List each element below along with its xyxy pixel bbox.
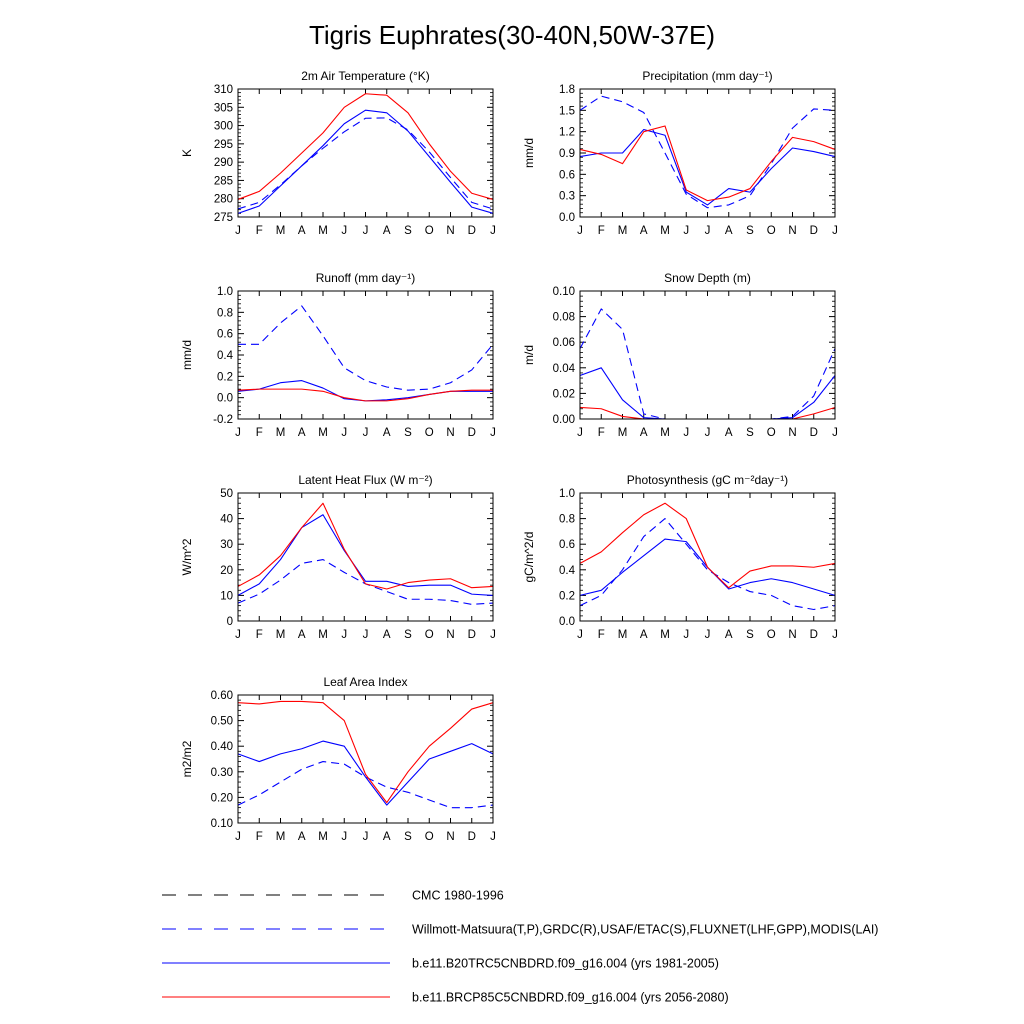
series-line-model1: [580, 130, 835, 205]
x-tick-label: A: [724, 225, 733, 237]
y-tick-label: 275: [213, 212, 233, 224]
panel-3: [522, 271, 838, 439]
y-tick-label: 0.2: [217, 371, 233, 384]
y-tick-label: -0.2: [213, 414, 233, 426]
x-tick-label: M: [660, 427, 670, 439]
y-tick-label: 1.0: [217, 286, 233, 298]
y-tick-label: 0.0: [559, 616, 575, 628]
x-tick-label: J: [341, 225, 348, 237]
y-axis-label: gC/m^2/d: [522, 531, 536, 583]
y-tick-label: 0.20: [210, 792, 233, 805]
y-tick-label: 0.40: [210, 741, 233, 754]
panel-title: Latent Heat Flux (W m⁻²): [298, 473, 433, 487]
y-tick-label: 1.5: [559, 105, 575, 118]
series-line-model2: [238, 701, 493, 802]
x-tick-label: F: [597, 629, 605, 641]
series-line-obs2: [580, 519, 835, 610]
y-tick-label: 40: [220, 513, 233, 526]
plot-frame: [238, 291, 493, 419]
x-tick-label: J: [341, 427, 348, 439]
x-tick-label: M: [318, 831, 328, 843]
x-tick-label: J: [362, 629, 369, 641]
x-tick-label: J: [577, 225, 583, 237]
x-tick-label: J: [235, 427, 241, 439]
x-tick-label: J: [832, 225, 838, 237]
x-tick-label: J: [832, 427, 838, 439]
legend: [162, 889, 878, 1005]
x-tick-label: M: [660, 225, 670, 237]
x-tick-label: F: [597, 225, 605, 237]
figure-title: Tigris Euphrates(30-40N,50W-37E): [308, 20, 716, 50]
panel-title: 2m Air Temperature (°K): [301, 69, 430, 83]
x-tick-label: J: [683, 427, 690, 439]
y-tick-label: 285: [213, 175, 233, 188]
y-tick-label: 0.8: [559, 513, 575, 526]
y-tick-label: 30: [220, 539, 233, 552]
legend-label: Willmott-Matsuura(T,P),GRDC(R),USAF/ETAC(S),FLUXNET(LHF,GPP),MODIS(LAI): [412, 922, 879, 937]
series-line-model2: [580, 503, 835, 587]
panel-5: [522, 473, 838, 641]
plot-frame: [580, 493, 835, 621]
panel-4: [180, 473, 496, 641]
y-tick-label: 290: [213, 157, 233, 170]
x-tick-label: N: [446, 629, 455, 641]
y-tick-label: 0.00: [552, 414, 575, 426]
plot-frame: [238, 89, 493, 217]
x-tick-label: D: [809, 629, 818, 641]
x-tick-label: S: [404, 225, 412, 237]
y-tick-label: 0.10: [210, 818, 233, 830]
x-tick-label: M: [275, 225, 286, 237]
x-tick-label: S: [404, 629, 412, 641]
y-tick-label: 50: [220, 488, 233, 500]
y-tick-label: 295: [213, 138, 233, 151]
x-tick-label: J: [362, 427, 369, 439]
y-tick-label: 0.2: [559, 590, 575, 603]
legend-label: b.e11.B20TRC5CNBDRD.f09_g16.004 (yrs 1981-2005): [412, 956, 719, 971]
series-line-model2: [580, 126, 835, 201]
x-tick-label: O: [424, 427, 434, 439]
x-tick-label: D: [809, 225, 818, 237]
y-tick-label: 0.8: [217, 307, 233, 320]
panel-title: Runoff (mm day⁻¹): [315, 271, 416, 285]
x-tick-label: O: [424, 831, 434, 843]
y-tick-label: 0.06: [552, 337, 575, 350]
panels: [180, 69, 838, 843]
series-line-obs2: [238, 762, 493, 808]
x-tick-label: D: [467, 225, 476, 237]
plot-frame: [238, 695, 493, 823]
x-tick-label: M: [318, 427, 328, 439]
y-axis-label: W/m^2: [180, 538, 194, 576]
y-tick-label: 0.6: [559, 169, 575, 182]
x-tick-label: F: [255, 629, 263, 641]
x-tick-label: J: [235, 225, 241, 237]
series-line-obs2: [580, 96, 835, 208]
y-tick-label: 0.02: [552, 388, 575, 401]
x-tick-label: J: [341, 629, 348, 641]
x-tick-label: N: [788, 629, 797, 641]
x-tick-label: S: [404, 427, 412, 439]
x-tick-label: M: [318, 225, 328, 237]
x-tick-label: S: [746, 427, 754, 439]
x-tick-label: S: [746, 629, 754, 641]
y-tick-label: 1.0: [559, 488, 575, 500]
x-tick-label: A: [639, 427, 648, 439]
x-tick-label: N: [446, 831, 455, 843]
x-tick-label: S: [404, 831, 412, 843]
y-tick-label: 0.3: [559, 190, 575, 203]
y-tick-label: 280: [213, 193, 233, 206]
y-tick-label: 0.0: [217, 392, 233, 405]
x-tick-label: J: [683, 225, 690, 237]
y-tick-label: 310: [213, 84, 233, 96]
x-tick-label: J: [490, 629, 496, 641]
x-tick-label: D: [467, 427, 476, 439]
panel-title: Precipitation (mm day⁻¹): [642, 69, 773, 83]
x-tick-label: A: [297, 831, 306, 843]
y-tick-label: 0.60: [210, 690, 233, 702]
panel-title: Snow Depth (m): [664, 271, 751, 285]
panel-title: Photosynthesis (gC m⁻²day⁻¹): [626, 473, 789, 487]
y-tick-label: 0.04: [552, 362, 575, 375]
x-tick-label: J: [704, 427, 711, 439]
x-tick-label: A: [724, 629, 733, 641]
y-tick-label: 0.4: [217, 350, 233, 362]
x-tick-label: A: [724, 427, 733, 439]
x-tick-label: A: [382, 225, 391, 237]
y-axis-label: K: [180, 148, 194, 158]
x-tick-label: A: [297, 629, 306, 641]
x-tick-label: M: [275, 831, 286, 843]
x-tick-label: N: [788, 427, 797, 439]
x-tick-label: O: [766, 225, 776, 237]
series-line-model1: [580, 368, 835, 419]
x-tick-label: J: [704, 629, 711, 641]
x-tick-label: F: [255, 831, 263, 843]
x-tick-label: J: [577, 629, 583, 641]
series-line-obs2: [238, 560, 493, 605]
plot-frame: [580, 291, 835, 419]
x-tick-label: J: [490, 225, 496, 237]
y-tick-label: 0.4: [559, 564, 575, 577]
series-line-model2: [238, 503, 493, 589]
x-tick-label: D: [467, 629, 476, 641]
x-tick-label: A: [639, 629, 648, 641]
x-tick-label: J: [490, 831, 496, 843]
panel-0: [180, 69, 496, 237]
panel-title: Leaf Area Index: [323, 675, 408, 689]
x-tick-label: M: [660, 629, 670, 641]
x-tick-label: M: [275, 427, 286, 439]
x-tick-label: O: [424, 629, 434, 641]
series-line-model2: [238, 389, 493, 401]
y-tick-label: 305: [213, 102, 233, 115]
panel-1: [522, 69, 838, 237]
x-tick-label: O: [766, 427, 776, 439]
x-tick-label: D: [467, 831, 476, 843]
x-tick-label: A: [639, 225, 648, 237]
legend-label: CMC 1980-1996: [412, 888, 504, 903]
x-tick-label: A: [297, 427, 306, 439]
y-tick-label: 20: [220, 564, 233, 577]
x-tick-label: N: [446, 427, 455, 439]
x-tick-label: J: [235, 629, 241, 641]
x-tick-label: M: [617, 629, 628, 641]
x-tick-label: J: [704, 225, 711, 237]
x-tick-label: O: [424, 225, 434, 237]
y-tick-label: 0.0: [559, 212, 575, 224]
y-tick-label: 300: [213, 120, 233, 133]
y-tick-label: 0.9: [559, 148, 575, 160]
x-tick-label: J: [577, 427, 583, 439]
x-tick-label: J: [362, 225, 369, 237]
y-axis-label: m/d: [522, 344, 536, 366]
series-line-model2: [238, 94, 493, 200]
y-tick-label: 0.6: [559, 539, 575, 552]
x-tick-label: F: [255, 225, 263, 237]
x-tick-label: J: [362, 831, 369, 843]
series-line-obs2: [580, 309, 835, 419]
x-tick-label: M: [617, 427, 628, 439]
y-tick-label: 0.6: [217, 328, 233, 341]
x-tick-label: S: [746, 225, 754, 237]
y-tick-label: 1.2: [559, 126, 575, 139]
y-axis-label: m2/m2: [180, 740, 194, 778]
series-line-model1: [238, 110, 493, 213]
x-tick-label: A: [382, 629, 391, 641]
x-tick-label: N: [446, 225, 455, 237]
x-tick-label: A: [382, 427, 391, 439]
y-tick-label: 10: [220, 590, 233, 603]
panel-2: [180, 271, 496, 439]
panel-6: [180, 675, 496, 843]
legend-label: b.e11.BRCP85C5CNBDRD.f09_g16.004 (yrs 2056-2080): [412, 990, 729, 1005]
x-tick-label: O: [766, 629, 776, 641]
y-tick-label: 0.10: [552, 286, 575, 298]
x-tick-label: J: [490, 427, 496, 439]
x-tick-label: J: [683, 629, 690, 641]
x-tick-label: M: [318, 629, 328, 641]
x-tick-label: F: [255, 427, 263, 439]
y-tick-label: 0.08: [552, 311, 575, 324]
x-tick-label: A: [382, 831, 391, 843]
y-tick-label: 0: [226, 616, 233, 628]
y-tick-label: 0.50: [210, 715, 233, 728]
x-tick-label: D: [809, 427, 818, 439]
y-tick-label: 1.8: [559, 84, 575, 96]
x-tick-label: M: [617, 225, 628, 237]
x-tick-label: F: [597, 427, 605, 439]
x-tick-label: J: [832, 629, 838, 641]
x-tick-label: J: [235, 831, 241, 843]
series-line-obs2: [238, 306, 493, 390]
y-axis-label: mm/d: [522, 138, 536, 168]
y-axis-label: mm/d: [180, 340, 194, 370]
x-tick-label: J: [341, 831, 348, 843]
y-tick-label: 0.30: [210, 766, 233, 779]
series-line-obs2: [238, 118, 493, 209]
x-tick-label: A: [297, 225, 306, 237]
x-tick-label: M: [275, 629, 286, 641]
x-tick-label: N: [788, 225, 797, 237]
